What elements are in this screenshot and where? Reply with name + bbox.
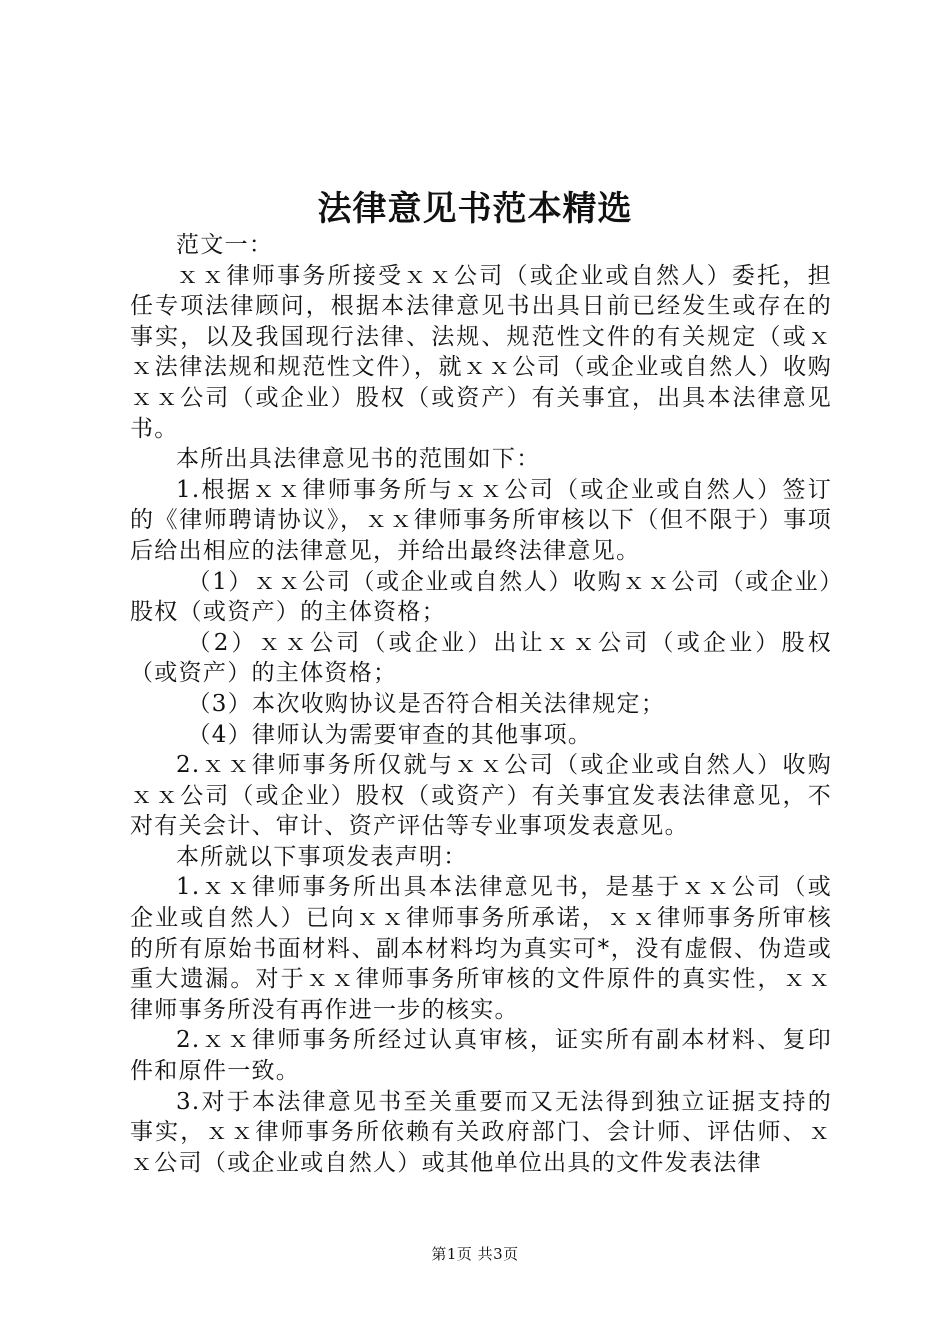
page-number: 第1页 共3页 <box>431 1245 519 1263</box>
sub-list-item: （2）ｘｘ公司（或企业）出让ｘｘ公司（或企业）股权（或资产）的主体资格； <box>130 629 832 687</box>
list-item: 1.ｘｘ律师事务所出具本法律意见书，是基于ｘｘ公司（或企业或自然人）已向ｘｘ律师事务所承诺，ｘｘ律师事务所审核的所有原始书面材料、副本材料均为真实可*，没有虚假、伪造或重大遗漏。对于ｘｘ律师事务所审核的文件原件的真实性，ｘｘ律师事务所没有再作进一步的核实。 <box>130 874 832 1023</box>
list-item: 2.ｘｘ律师事务所仅就与ｘｘ公司（或企业或自然人）收购ｘｘ公司（或企业）股权（或资产）有关事宜发表法律意见，不对有关会计、审计、资产评估等专业事项发表意见。 <box>130 752 832 840</box>
document-body <box>130 230 832 1178</box>
body-paragraph: ｘｘ律师事务所接受ｘｘ公司（或企业或自然人）委托，担任专项法律顾问，根据本法律意见书出具日前已经发生或存在的事实，以及我国现行法律、法规、规范性文件的有关规定（或ｘｘ法律法规和规范性文件），就ｘｘ公司（或企业或自然人）收购ｘｘ公司（或企业）股权（或资产）有关事宜，出具本法律意见书。 <box>130 262 832 442</box>
body-paragraph: 本所就以下事项发表声明： <box>176 843 468 870</box>
sub-list-item: （4）律师认为需要审查的其他事项。 <box>187 721 593 748</box>
section-heading: 范文一： <box>176 232 274 258</box>
sub-list-item: （3）本次收购协议是否符合相关法律规定； <box>187 690 666 717</box>
document-title: 法律意见书范本精选 <box>317 189 633 229</box>
sub-list-item: （1）ｘｘ公司（或企业或自然人）收购ｘｘ公司（或企业）股权（或资产）的主体资格； <box>130 568 832 626</box>
list-item: 1.根据ｘｘ律师事务所与ｘｘ公司（或企业或自然人）签订的《律师聘请协议》，ｘｘ律师事务所审核以下（但不限于）事项后给出相应的法律意见，并给出最终法律意见。 <box>130 476 832 564</box>
list-item: 3.对于本法律意见书至关重要而又无法得到独立证据支持的事实，ｘｘ律师事务所依赖有关政府部门、会计师、评估师、ｘｘ公司（或企业或自然人）或其他单位出具的文件发表法律 <box>130 1088 832 1176</box>
list-item: 2.ｘｘ律师事务所经过认真审核，证实所有副本材料、复印件和原件一致。 <box>130 1027 832 1085</box>
body-paragraph: 本所出具法律意见书的范围如下： <box>176 446 541 473</box>
